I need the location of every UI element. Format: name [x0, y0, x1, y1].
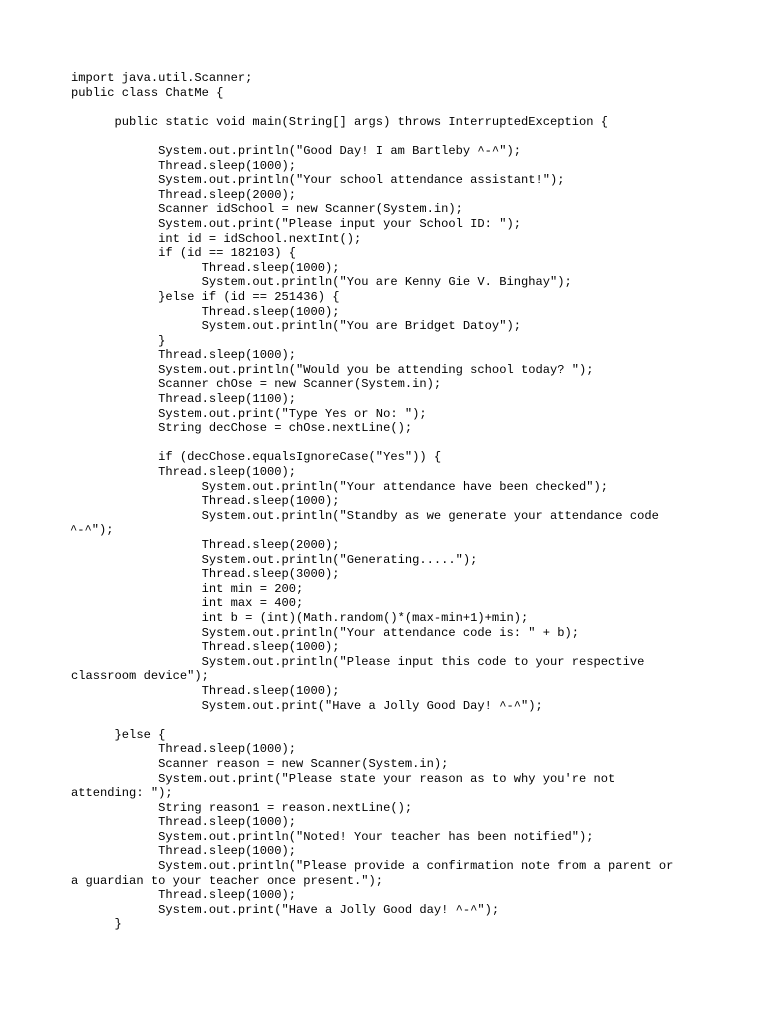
code-line: String decChose = chOse.nextLine();	[71, 421, 413, 436]
code-line: System.out.print("Have a Jolly Good Day! ^-^");	[71, 698, 543, 713]
code-line: Scanner reason = new Scanner(System.in);	[71, 756, 449, 771]
code-line: Thread.sleep(1000);	[71, 465, 296, 480]
code-line: System.out.println("Please provide a confirmation note from a parent or	[71, 859, 674, 874]
code-line: System.out.print("Please state your reason as to why you're not	[71, 771, 616, 786]
code-line: Thread.sleep(1000);	[71, 494, 340, 509]
code-line: System.out.println("Would you be attending school today? ");	[71, 362, 594, 377]
code-line: System.out.println("Your school attendance assistant!");	[71, 173, 565, 188]
code-line: Thread.sleep(1000);	[71, 683, 340, 698]
code-line: if (id == 182103) {	[71, 246, 296, 261]
code-line: Thread.sleep(1000);	[71, 260, 340, 275]
code-line: System.out.println("You are Bridget Datoy");	[71, 319, 521, 334]
code-listing	[71, 71, 731, 932]
code-line: Scanner idSchool = new Scanner(System.in);	[71, 202, 463, 217]
code-line: int max = 400;	[71, 596, 304, 611]
code-line: }	[71, 917, 122, 932]
code-line: String reason1 = reason.nextLine();	[71, 800, 413, 815]
code-line: public static void main(String[] args) throws InterruptedException {	[71, 114, 609, 129]
code-line-continuation: attending: ");	[71, 786, 173, 801]
code-line: Thread.sleep(1000);	[71, 888, 296, 903]
code-line: public class ChatMe {	[71, 85, 224, 100]
code-line: Thread.sleep(1000);	[71, 348, 296, 363]
code-line: Thread.sleep(1000);	[71, 742, 296, 757]
code-line: int b = (int)(Math.random()*(max-min+1)+min);	[71, 610, 529, 625]
code-line: Thread.sleep(1000);	[71, 640, 340, 655]
code-line	[71, 129, 731, 144]
code-line: System.out.println("Your attendance code is: " + b);	[71, 625, 580, 640]
code-line: Thread.sleep(3000);	[71, 567, 340, 582]
code-line: }	[71, 333, 166, 348]
code-line: System.out.println("Please input this code to your respective	[71, 654, 645, 669]
code-line-continuation: a guardian to your teacher once present.");	[71, 873, 384, 888]
code-line: int min = 200;	[71, 581, 304, 596]
code-line: Scanner chOse = new Scanner(System.in);	[71, 377, 442, 392]
code-line: }else {	[71, 727, 166, 742]
code-line: import java.util.Scanner;	[71, 71, 253, 85]
code-line: }else if (id == 251436) {	[71, 289, 340, 304]
code-line: int id = idSchool.nextInt();	[71, 231, 362, 246]
code-line: System.out.println("Generating.....");	[71, 552, 478, 567]
code-line: System.out.print("Please input your School ID: ");	[71, 216, 521, 231]
code-line: System.out.print("Type Yes or No: ");	[71, 406, 427, 421]
code-line: System.out.println("You are Kenny Gie V. Binghay");	[71, 275, 572, 290]
code-line: System.out.println("Good Day! I am Bartleby ^-^");	[71, 143, 521, 158]
code-line	[71, 100, 731, 115]
code-line: System.out.println("Your attendance have been checked");	[71, 479, 609, 494]
code-line: Thread.sleep(1000);	[71, 158, 296, 173]
code-line	[71, 436, 731, 451]
code-line: if (decChose.equalsIgnoreCase("Yes")) {	[71, 450, 442, 465]
code-line: System.out.print("Have a Jolly Good day! ^-^");	[71, 902, 500, 917]
code-line: System.out.println("Standby as we generate your attendance code	[71, 508, 659, 523]
code-line: System.out.println("Noted! Your teacher has been notified");	[71, 829, 594, 844]
code-line: Thread.sleep(1000);	[71, 844, 296, 859]
code-line-continuation: ^-^");	[70, 523, 114, 538]
code-line	[71, 713, 731, 728]
code-line: Thread.sleep(1000);	[71, 815, 296, 830]
code-line: Thread.sleep(1100);	[71, 392, 296, 407]
code-line: Thread.sleep(2000);	[71, 538, 340, 552]
code-line: Thread.sleep(2000);	[71, 187, 296, 202]
code-line-continuation: classroom device");	[71, 669, 209, 684]
code-line: Thread.sleep(1000);	[71, 304, 340, 319]
